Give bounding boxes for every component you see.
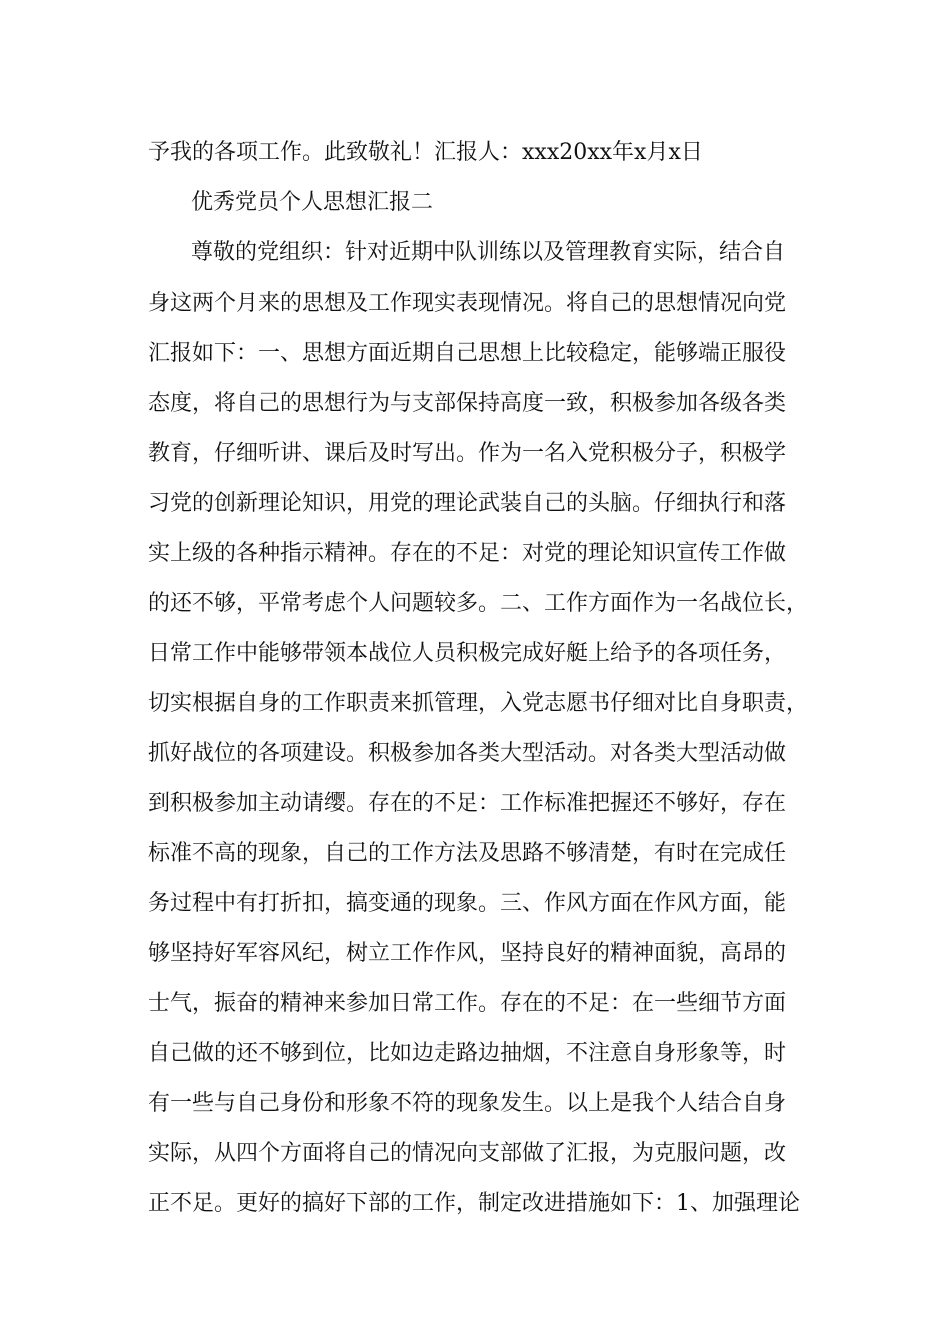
- section-heading: 优秀党员个人思想汇报二: [191, 190, 434, 215]
- text-line: 士气，振奋的精神来参加日常工作。存在的不足：在一些细节方面: [148, 991, 787, 1016]
- text-line: 教育，仔细听讲、课后及时写出。作为一名入党积极分子，积极学: [148, 441, 787, 466]
- text-line: 标准不高的现象，自己的工作方法及思路不够清楚，有时在完成任: [148, 841, 787, 866]
- text-line: 切实根据自身的工作职责来抓管理，入党志愿书仔细对比自身职责，: [148, 691, 809, 716]
- text-line: 抓好战位的各项建设。积极参加各类大型活动。对各类大型活动做: [148, 741, 787, 766]
- text-line: 实上级的各种指示精神。存在的不足：对党的理论知识宣传工作做: [148, 541, 787, 566]
- text-line: 态度，将自己的思想行为与支部保持高度一致，积极参加各级各类: [148, 391, 787, 416]
- text-line: 务过程中有打折扣，搞变通的现象。三、作风方面在作风方面，能: [148, 891, 787, 916]
- text-line: 汇报如下：一、思想方面近期自己思想上比较稳定，能够端正服役: [148, 341, 787, 366]
- text-line: 习党的创新理论知识，用党的理论武装自己的头脑。仔细执行和落: [148, 491, 787, 516]
- text-line: 有一些与自己身份和形象不符的现象发生。以上是我个人结合自身: [148, 1091, 787, 1116]
- text-line: 实际，从四个方面将自己的情况向支部做了汇报，为克服问题，改: [148, 1141, 787, 1166]
- text-line: 自己做的还不够到位，比如边走路边抽烟，不注意自身形象等，时: [148, 1041, 787, 1066]
- text-line: 的还不够，平常考虑个人问题较多。二、工作方面作为一名战位长，: [148, 591, 809, 616]
- text-line: 尊敬的党组织：针对近期中队训练以及管理教育实际，结合自: [191, 240, 786, 265]
- text-line: 予我的各项工作。此致敬礼！汇报人：xxx20xx年x月x日: [148, 140, 703, 165]
- text-line: 日常工作中能够带领本战位人员积极完成好艇上给予的各项任务，: [148, 641, 787, 666]
- text-line: 身这两个月来的思想及工作现实表现情况。将自己的思想情况向党: [148, 291, 787, 316]
- text-line: 到积极参加主动请缨。存在的不足：工作标准把握还不够好，存在: [148, 791, 787, 816]
- text-line: 够坚持好军容风纪，树立工作作风，坚持良好的精神面貌，高昂的: [148, 941, 787, 966]
- text-line: 正不足。更好的搞好下部的工作，制定改进措施如下：1、加强理论: [148, 1191, 800, 1216]
